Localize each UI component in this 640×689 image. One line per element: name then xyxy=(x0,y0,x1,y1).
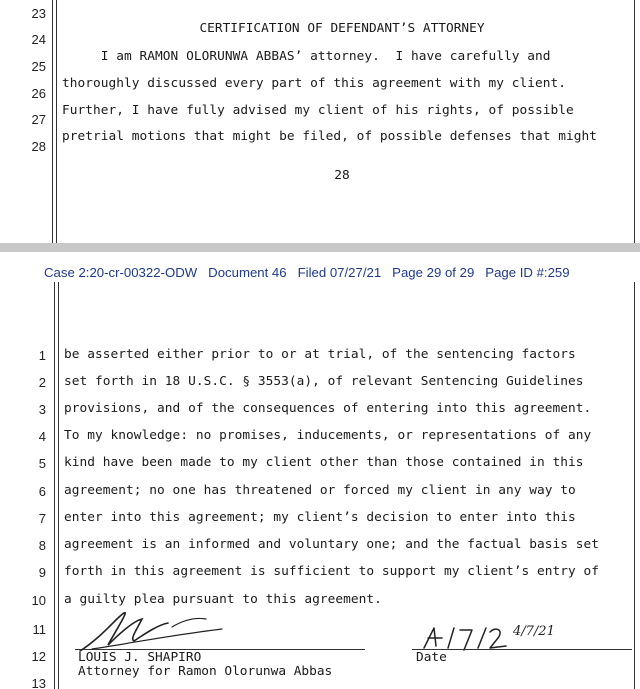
line-number: 25 xyxy=(31,59,46,74)
body-line: be asserted either prior to or at trial, of the sentencing factors xyxy=(64,347,576,362)
line-number: 9 xyxy=(38,565,46,580)
left-margin-rule-inner xyxy=(58,282,59,689)
body-line: Further, I have fully advised my client of his rights, of possible xyxy=(62,103,574,118)
body-line: thoroughly discussed every part of this agreement with my client. xyxy=(62,76,567,91)
page-28-fragment xyxy=(0,0,640,243)
line-number: 6 xyxy=(38,484,46,499)
date-label: Date xyxy=(416,650,447,665)
line-number: 24 xyxy=(31,32,46,47)
body-line: To my knowledge: no promises, inducements, or representations of any xyxy=(64,428,592,443)
line-number: 4 xyxy=(38,429,46,444)
line-number: 26 xyxy=(31,86,46,101)
body-line: enter into this agreement; my client’s decision to enter into this xyxy=(64,510,576,525)
left-margin-rule xyxy=(54,282,55,689)
body-line: kind have been made to my client other than those contained in this xyxy=(64,455,584,470)
right-margin-rule xyxy=(634,0,635,243)
left-margin-rule-inner xyxy=(56,0,57,243)
page-number: 28 xyxy=(334,168,350,183)
ecf-header: Case 2:20-cr-00322-ODW Document 46 Filed 07/27/21 Page 29 of 29 Page ID #:259 xyxy=(44,265,570,280)
handwritten-date: 4/7/21 xyxy=(513,624,555,639)
right-margin-rule xyxy=(634,282,635,689)
page-separator xyxy=(0,243,640,252)
line-number: 5 xyxy=(38,456,46,471)
body-line: provisions, and of the consequences of entering into this agreement. xyxy=(64,401,592,416)
line-number: 10 xyxy=(31,593,46,608)
body-line: set forth in 18 U.S.C. § 3553(a), of relevant Sentencing Guidelines xyxy=(64,374,584,389)
body-line: pretrial motions that might be filed, of possible defenses that might xyxy=(62,129,598,144)
line-number: 27 xyxy=(31,112,46,127)
line-number: 1 xyxy=(38,348,46,363)
left-margin-rule xyxy=(52,0,53,243)
line-number: 12 xyxy=(31,649,46,664)
line-number: 11 xyxy=(32,622,46,637)
line-number: 13 xyxy=(31,676,46,689)
handwritten-date-mark xyxy=(420,624,510,652)
body-line: a guilty plea pursuant to this agreement. xyxy=(64,592,382,607)
body-line: agreement; no one has threatened or forced my client in any way to xyxy=(64,483,576,498)
line-number: 3 xyxy=(38,402,46,417)
body-line: forth in this agreement is sufficient to support my client’s entry of xyxy=(64,564,600,579)
body-line: I am RAMON OLORUNWA ABBAS’ attorney. I have carefully and xyxy=(62,49,551,64)
attorney-name: LOUIS J. SHAPIRO xyxy=(78,650,202,665)
line-number: 8 xyxy=(38,538,46,553)
page-29 xyxy=(0,252,640,689)
body-line: agreement is an informed and voluntary one; and the factual basis set xyxy=(64,537,600,552)
line-number: 28 xyxy=(31,139,46,154)
line-number: 23 xyxy=(31,6,46,21)
line-number: 2 xyxy=(38,375,46,390)
attorney-title: Attorney for Ramon Olorunwa Abbas xyxy=(78,664,333,679)
line-number: 7 xyxy=(38,511,46,526)
section-heading: CERTIFICATION OF DEFENDANT’S ATTORNEY xyxy=(199,21,485,36)
